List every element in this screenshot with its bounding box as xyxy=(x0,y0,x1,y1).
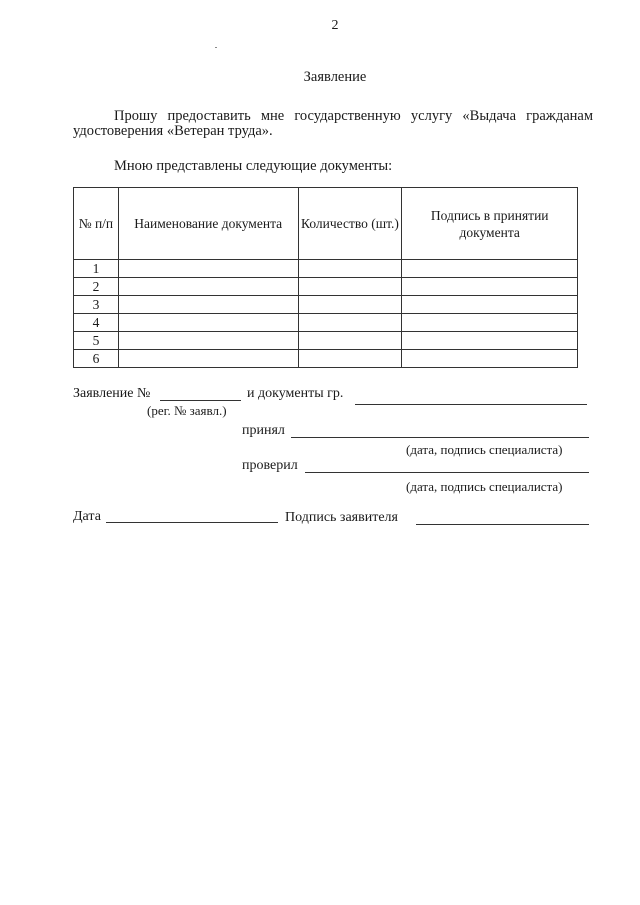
table-row xyxy=(74,296,578,314)
checked-by-field[interactable] xyxy=(305,472,589,473)
page-number: 2 xyxy=(331,18,339,33)
signature-cell[interactable] xyxy=(402,278,578,296)
date-label: Дата xyxy=(73,509,101,524)
document-name-cell[interactable] xyxy=(118,350,298,368)
table-header-row xyxy=(74,188,578,260)
row-number: 2 xyxy=(74,278,119,296)
row-number: 3 xyxy=(74,296,119,314)
header-quantity: Количество (шт.) xyxy=(298,188,402,260)
accepted-note: (дата, подпись специалиста) xyxy=(406,442,563,457)
table-row xyxy=(74,260,578,278)
table-row xyxy=(74,314,578,332)
document-name-cell[interactable] xyxy=(118,260,298,278)
quantity-cell[interactable] xyxy=(298,278,402,296)
quantity-cell[interactable] xyxy=(298,350,402,368)
applicant-name-field[interactable] xyxy=(355,404,587,405)
document-name-cell[interactable] xyxy=(118,296,298,314)
table-row xyxy=(74,350,578,368)
application-number-label: Заявление № xyxy=(73,386,151,401)
applicant-signature-field[interactable] xyxy=(416,524,589,525)
header-number: № п/п xyxy=(74,188,119,260)
table-row xyxy=(74,278,578,296)
row-number: 6 xyxy=(74,350,119,368)
signature-cell[interactable] xyxy=(402,314,578,332)
reg-number-note: (рег. № заявл.) xyxy=(147,403,227,418)
quantity-cell[interactable] xyxy=(298,296,402,314)
request-text-line-1: Прошу предоставить мне государственную услугу «Выдача гражданам xyxy=(114,108,593,124)
document-name-cell[interactable] xyxy=(118,278,298,296)
row-number: 4 xyxy=(74,314,119,332)
documents-of-label: и документы гр. xyxy=(247,386,344,401)
signature-cell[interactable] xyxy=(402,350,578,368)
header-document-name: Наименование документа xyxy=(118,188,298,260)
document-name-cell[interactable] xyxy=(118,314,298,332)
checked-label: проверил xyxy=(242,458,298,473)
scan-speck xyxy=(215,47,217,48)
signature-cell[interactable] xyxy=(402,296,578,314)
documents-intro: Мною представлены следующие документы: xyxy=(114,158,393,174)
quantity-cell[interactable] xyxy=(298,260,402,278)
documents-table xyxy=(73,187,578,368)
row-number: 1 xyxy=(74,260,119,278)
date-field[interactable] xyxy=(106,522,278,523)
signature-cell[interactable] xyxy=(402,260,578,278)
accepted-label: принял xyxy=(242,423,285,438)
quantity-cell[interactable] xyxy=(298,314,402,332)
header-signature: Подпись в принятии документа xyxy=(402,188,578,260)
document-name-cell[interactable] xyxy=(118,332,298,350)
checked-note: (дата, подпись специалиста) xyxy=(406,479,563,494)
quantity-cell[interactable] xyxy=(298,332,402,350)
application-number-field[interactable] xyxy=(160,400,241,401)
applicant-signature-label: Подпись заявителя xyxy=(285,510,398,525)
row-number: 5 xyxy=(74,332,119,350)
document-title: Заявление xyxy=(303,69,367,85)
table-row xyxy=(74,332,578,350)
signature-cell[interactable] xyxy=(402,332,578,350)
accepted-by-field[interactable] xyxy=(291,437,589,438)
request-text-line-2: удостоверения «Ветеран труда». xyxy=(73,123,273,139)
